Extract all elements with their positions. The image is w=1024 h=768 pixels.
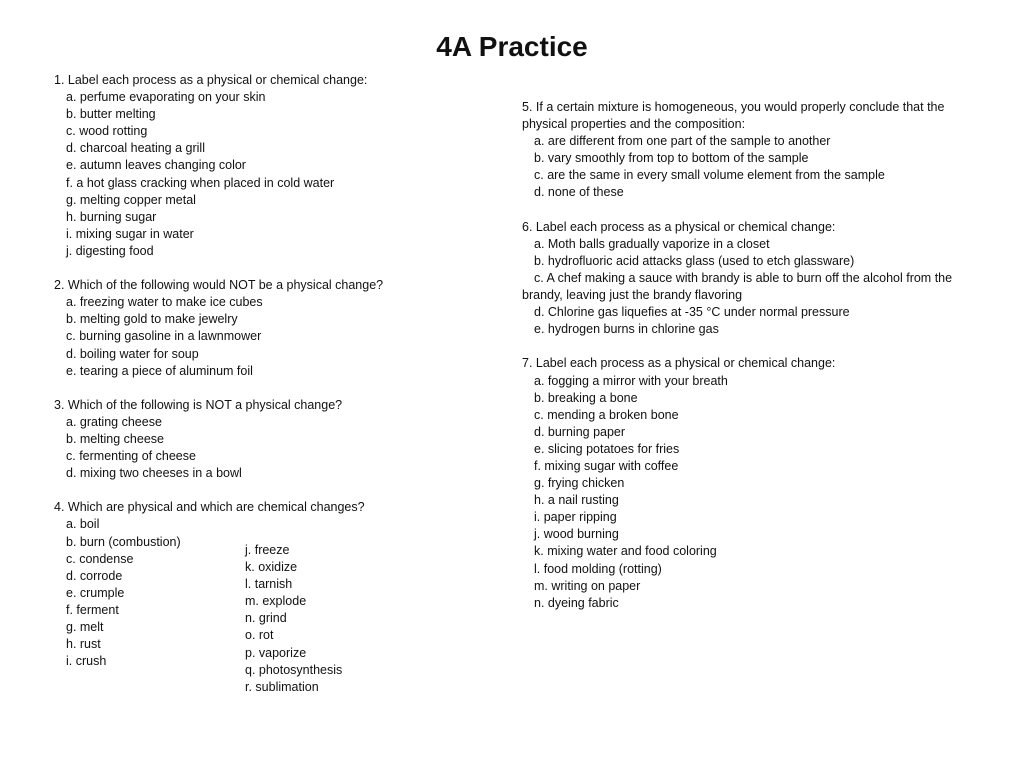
- question-3-prompt: 3. Which of the following is NOT a physical change?: [54, 397, 343, 412]
- question-7-item-d: d. burning paper: [534, 424, 626, 439]
- question-5-item-d: d. none of these: [534, 185, 624, 200]
- question-1-item-h: h. burning sugar: [66, 209, 157, 224]
- question-7: [522, 355, 982, 611]
- spacer: [54, 482, 494, 499]
- question-3-item-a: a. grating cheese: [66, 414, 162, 429]
- question-4-item-e: e. crumple: [66, 585, 125, 600]
- question-6-item-d: d. Chlorine gas liquefies at -35 °C under normal pressure: [534, 305, 850, 320]
- question-4-item-k: k. oxidize: [245, 560, 298, 575]
- question-1: [54, 72, 494, 260]
- question-5-item-c: c. are the same in every small volume element from the sample: [534, 168, 885, 183]
- question-4-item-b: b. burn (combustion): [66, 534, 181, 549]
- question-7-item-n: n. dyeing fabric: [534, 595, 619, 610]
- question-2: [54, 277, 494, 380]
- question-5-item-a: a. are different from one part of the sample to another: [534, 134, 831, 149]
- question-6-item-a: a. Moth balls gradually vaporize in a closet: [534, 236, 770, 251]
- question-2-item-a: a. freezing water to make ice cubes: [66, 295, 263, 310]
- question-6-item-e: e. hydrogen burns in chlorine gas: [534, 322, 719, 337]
- question-4-second-list: [245, 542, 445, 696]
- spacer: [54, 380, 494, 397]
- question-4-item-q: q. photosynthesis: [245, 662, 343, 677]
- question-6-item-b: b. hydrofluoric acid attacks glass (used to etch glassware): [534, 253, 855, 268]
- question-1-item-a: a. perfume evaporating on your skin: [66, 90, 266, 105]
- page-title: 4A Practice: [436, 31, 588, 62]
- question-7-item-c: c. mending a broken bone: [534, 407, 679, 422]
- question-3: [54, 397, 494, 482]
- question-5: [522, 99, 982, 202]
- question-7-item-i: i. paper ripping: [534, 510, 617, 525]
- question-7-item-m: m. writing on paper: [534, 578, 641, 593]
- question-7-item-l: l. food molding (rotting): [534, 561, 662, 576]
- question-2-prompt: 2. Which of the following would NOT be a physical change?: [54, 278, 384, 293]
- question-4-item-a: a. boil: [66, 517, 100, 532]
- question-7-item-b: b. breaking a bone: [534, 390, 638, 405]
- question-4-item-m: m. explode: [245, 594, 307, 609]
- question-7-item-e: e. slicing potatoes for fries: [534, 441, 680, 456]
- question-2-item-b: b. melting gold to make jewelry: [66, 312, 238, 327]
- question-7-prompt: 7. Label each process as a physical or chemical change:: [522, 356, 836, 371]
- question-3-item-d: d. mixing two cheeses in a bowl: [66, 466, 242, 481]
- question-4-item-r: r. sublimation: [245, 679, 319, 694]
- question-4-item-d: d. corrode: [66, 568, 123, 583]
- question-4-item-j: j. freeze: [245, 543, 290, 557]
- question-5-item-b: b. vary smoothly from top to bottom of the sample: [534, 151, 809, 166]
- spacer: [522, 338, 982, 355]
- question-6-prompt: 6. Label each process as a physical or chemical change:: [522, 219, 836, 234]
- question-3-item-b: b. melting cheese: [66, 431, 164, 446]
- question-4-item-l: l. tarnish: [245, 577, 293, 592]
- question-4-item-p: p. vaporize: [245, 645, 307, 660]
- question-4-item-n: n. grind: [245, 611, 287, 626]
- question-4-item-h: h. rust: [66, 637, 101, 652]
- question-1-item-c: c. wood rotting: [66, 124, 148, 139]
- question-1-item-g: g. melting copper metal: [66, 192, 196, 207]
- question-6: [522, 219, 982, 339]
- question-1-item-i: i. mixing sugar in water: [66, 226, 194, 241]
- question-4-prompt: 4. Which are physical and which are chemical changes?: [54, 500, 365, 515]
- question-5-prompt: 5. If a certain mixture is homogeneous, you would properly conclude that the physical properties and the composition:: [522, 100, 945, 132]
- question-7-item-g: g. frying chicken: [534, 476, 625, 491]
- question-2-item-e: e. tearing a piece of aluminum foil: [66, 363, 253, 378]
- question-7-item-k: k. mixing water and food coloring: [534, 544, 717, 559]
- question-3-item-c: c. fermenting of cheese: [66, 449, 196, 464]
- question-4-item-g: g. melt: [66, 620, 104, 634]
- question-1-item-j: j. digesting food: [66, 243, 154, 258]
- question-1-item-f: f. a hot glass cracking when placed in cold water: [66, 175, 335, 190]
- question-7-item-a: a. fogging a mirror with your breath: [534, 373, 728, 388]
- right-column: [522, 99, 982, 612]
- question-1-item-b: b. butter melting: [66, 107, 156, 122]
- question-7-item-h: h. a nail rusting: [534, 493, 619, 508]
- question-7-item-j: j. wood burning: [534, 527, 619, 542]
- question-6-item-c: c. A chef making a sauce with brandy is able to burn off the alcohol from the brandy, leaving just the brandy flavoring: [522, 270, 953, 303]
- question-2-item-d: d. boiling water for soup: [66, 346, 199, 361]
- question-4-item-c: c. condense: [66, 551, 134, 566]
- spacer: [54, 260, 494, 277]
- spacer: [522, 202, 982, 219]
- question-4-item-f: f. ferment: [66, 602, 119, 617]
- question-1-item-d: d. charcoal heating a grill: [66, 141, 205, 156]
- question-2-item-c: c. burning gasoline in a lawnmower: [66, 329, 262, 344]
- question-7-item-f: f. mixing sugar with coffee: [534, 458, 679, 473]
- question-1-prompt: 1. Label each process as a physical or chemical change:: [54, 73, 368, 87]
- question-4-item-o: o. rot: [245, 628, 274, 643]
- question-4-item-i: i. crush: [66, 654, 107, 669]
- question-1-item-e: e. autumn leaves changing color: [66, 158, 246, 173]
